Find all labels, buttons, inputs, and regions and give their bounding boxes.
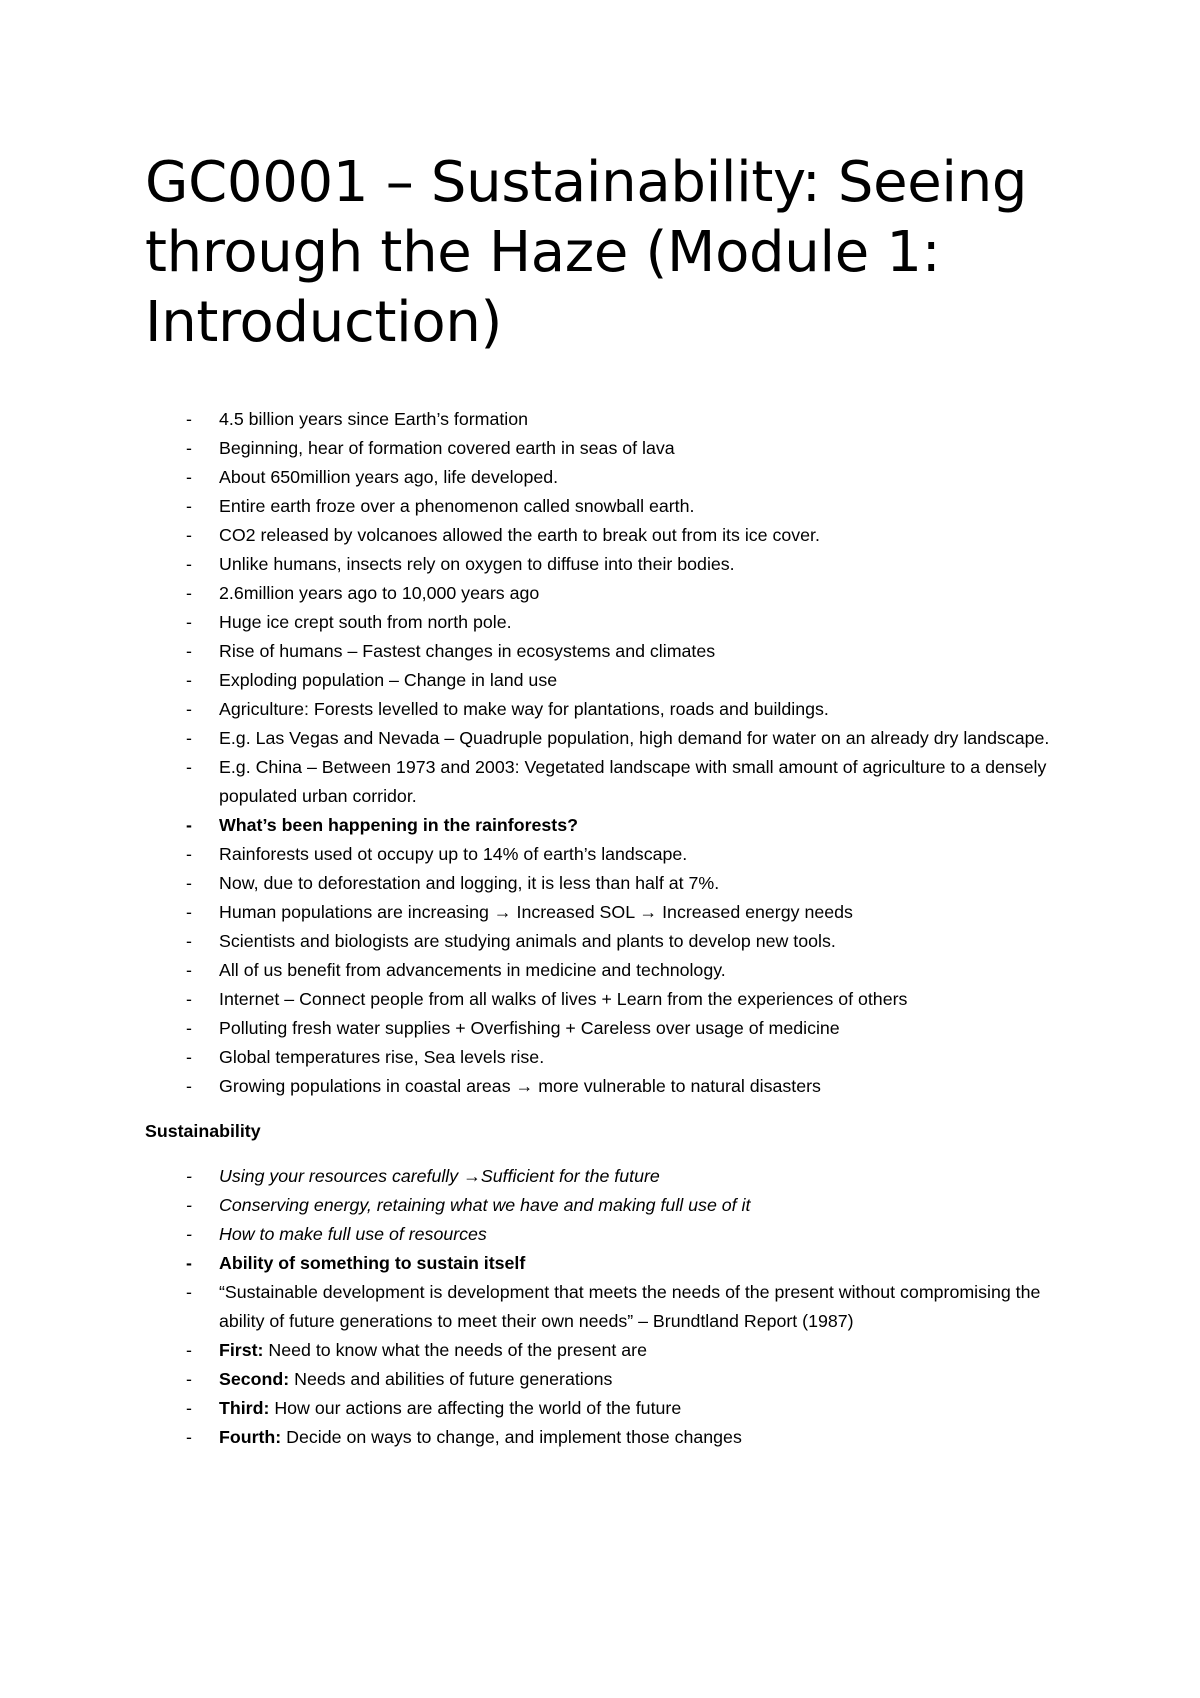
list-item [145, 927, 1074, 956]
list-item [145, 666, 1074, 695]
list-item [145, 956, 1074, 985]
list-item [145, 1191, 1074, 1220]
bullet-dash: - [186, 844, 192, 864]
list-item-text: 4.5 billion years since Earth’s formation [219, 409, 529, 429]
bullet-dash: - [186, 670, 192, 690]
bullet-dash: - [186, 1253, 192, 1273]
bullet-dash: - [186, 989, 192, 1009]
list-item-text: Rise of humans – Fastest changes in ecosystems and climates [219, 641, 716, 661]
list-item-text: How to make full use of resources [219, 1224, 487, 1244]
list-item-text: Exploding population – Change in land use [219, 670, 558, 690]
list-item-lead: Third: [219, 1398, 270, 1418]
list-item [145, 695, 1074, 724]
list-item-lead: Second: [219, 1369, 290, 1389]
list-item [145, 811, 1074, 840]
intro-bullet-list [145, 405, 1080, 1101]
list-item [145, 492, 1074, 521]
list-item-text: Internet – Connect people from all walks of lives + Learn from the experiences of others [219, 989, 908, 1009]
list-item [145, 898, 1074, 927]
list-item-text: Ability of something to sustain itself [219, 1253, 526, 1273]
bullet-dash: - [186, 1047, 192, 1067]
list-item-text: E.g. China – Between 1973 and 2003: Vegetated landscape with small amount of agriculture to a densely populated urban corridor. [219, 757, 1047, 806]
bullet-dash: - [186, 554, 192, 574]
list-item [145, 521, 1074, 550]
bullet-dash: - [186, 757, 192, 777]
bullet-dash: - [186, 1427, 192, 1447]
bullet-dash: - [186, 902, 192, 922]
list-item [145, 1043, 1074, 1072]
list-item [145, 1336, 1074, 1365]
list-item-text: Agriculture: Forests levelled to make way for plantations, roads and buildings. [219, 699, 829, 719]
list-item-text: “Sustainable development is development that meets the needs of the present without compromising the ability of future generations to meet their own needs” – Brundtland Report (1987) [219, 1282, 1041, 1331]
list-item [145, 637, 1074, 666]
bullet-dash: - [186, 960, 192, 980]
list-item-text: Unlike humans, insects rely on oxygen to diffuse into their bodies. [219, 554, 735, 574]
bullet-dash: - [186, 641, 192, 661]
bullet-dash: - [186, 931, 192, 951]
list-item-text: Rainforests used ot occupy up to 14% of earth’s landscape. [219, 844, 688, 864]
bullet-dash: - [186, 728, 192, 748]
bullet-dash: - [186, 612, 192, 632]
section-heading-sustainability: Sustainability [145, 1121, 261, 1141]
list-item-text: Now, due to deforestation and logging, it is less than half at 7%. [219, 873, 720, 893]
list-item [145, 405, 1074, 434]
list-item-text: Scientists and biologists are studying animals and plants to develop new tools. [219, 931, 836, 951]
list-item-text: Huge ice crept south from north pole. [219, 612, 512, 632]
list-item [145, 579, 1074, 608]
list-item [145, 840, 1074, 869]
list-item-text: How our actions are affecting the world of the future [269, 1398, 682, 1418]
bullet-dash: - [186, 1166, 192, 1186]
list-item [145, 1394, 1074, 1423]
list-item [145, 869, 1074, 898]
bullet-dash: - [186, 467, 192, 487]
bullet-dash: - [186, 815, 192, 835]
list-item [145, 985, 1074, 1014]
sustainability-bullet-list [145, 1162, 1080, 1452]
bullet-dash: - [186, 496, 192, 516]
list-item [145, 463, 1074, 492]
list-item [145, 1423, 1074, 1452]
list-item-text: What’s been happening in the rainforests? [219, 815, 578, 835]
list-item-lead: First: [219, 1340, 264, 1360]
list-item-text: Growing populations in coastal areas → more vulnerable to natural disasters [219, 1076, 821, 1096]
bullet-dash: - [186, 873, 192, 893]
bullet-dash: - [186, 583, 192, 603]
list-item [145, 1365, 1074, 1394]
bullet-dash: - [186, 1340, 192, 1360]
list-item [145, 1278, 1074, 1336]
list-item [145, 753, 1074, 811]
bullet-dash: - [186, 525, 192, 545]
list-item-text: E.g. Las Vegas and Nevada – Quadruple population, high demand for water on an already dry landscape. [219, 728, 1050, 748]
list-item-text: Entire earth froze over a phenomenon called snowball earth. [219, 496, 695, 516]
list-item [145, 1014, 1074, 1043]
bullet-dash: - [186, 1195, 192, 1215]
list-item-text: All of us benefit from advancements in medicine and technology. [219, 960, 726, 980]
bullet-dash: - [186, 1224, 192, 1244]
list-item-text: Global temperatures rise, Sea levels rise. [219, 1047, 545, 1067]
bullet-dash: - [186, 699, 192, 719]
list-item-text: Need to know what the needs of the present are [263, 1340, 647, 1360]
list-item-text: Using your resources carefully →Sufficient for the future [219, 1166, 660, 1186]
bullet-dash: - [186, 409, 192, 429]
list-item [145, 1162, 1074, 1191]
bullet-dash: - [186, 1398, 192, 1418]
list-item-text: Decide on ways to change, and implement those changes [281, 1427, 742, 1447]
document-title: GC0001 – Sustainability: Seeing through the Haze (Module 1: Introduction) [145, 150, 1028, 355]
list-item [145, 1072, 1074, 1101]
list-item [145, 608, 1074, 637]
list-item [145, 1249, 1074, 1278]
list-item-text: Polluting fresh water supplies + Overfishing + Careless over usage of medicine [219, 1018, 840, 1038]
list-item-text: Conserving energy, retaining what we have and making full use of it [219, 1195, 751, 1215]
list-item-lead: Fourth: [219, 1427, 282, 1447]
list-item-text: Needs and abilities of future generations [289, 1369, 613, 1389]
list-item-text: CO2 released by volcanoes allowed the earth to break out from its ice cover. [219, 525, 820, 545]
list-item-text: About 650million years ago, life developed. [219, 467, 559, 487]
list-item [145, 1220, 1074, 1249]
list-item-text: Beginning, hear of formation covered earth in seas of lava [219, 438, 675, 458]
bullet-dash: - [186, 1076, 192, 1096]
bullet-dash: - [186, 1282, 192, 1302]
bullet-dash: - [186, 1018, 192, 1038]
bullet-dash: - [186, 1369, 192, 1389]
list-item [145, 550, 1074, 579]
list-item-text: 2.6million years ago to 10,000 years ago [219, 583, 540, 603]
list-item [145, 724, 1074, 753]
list-item-text: Human populations are increasing → Increased SOL → Increased energy needs [219, 902, 853, 922]
list-item [145, 434, 1074, 463]
bullet-dash: - [186, 438, 192, 458]
